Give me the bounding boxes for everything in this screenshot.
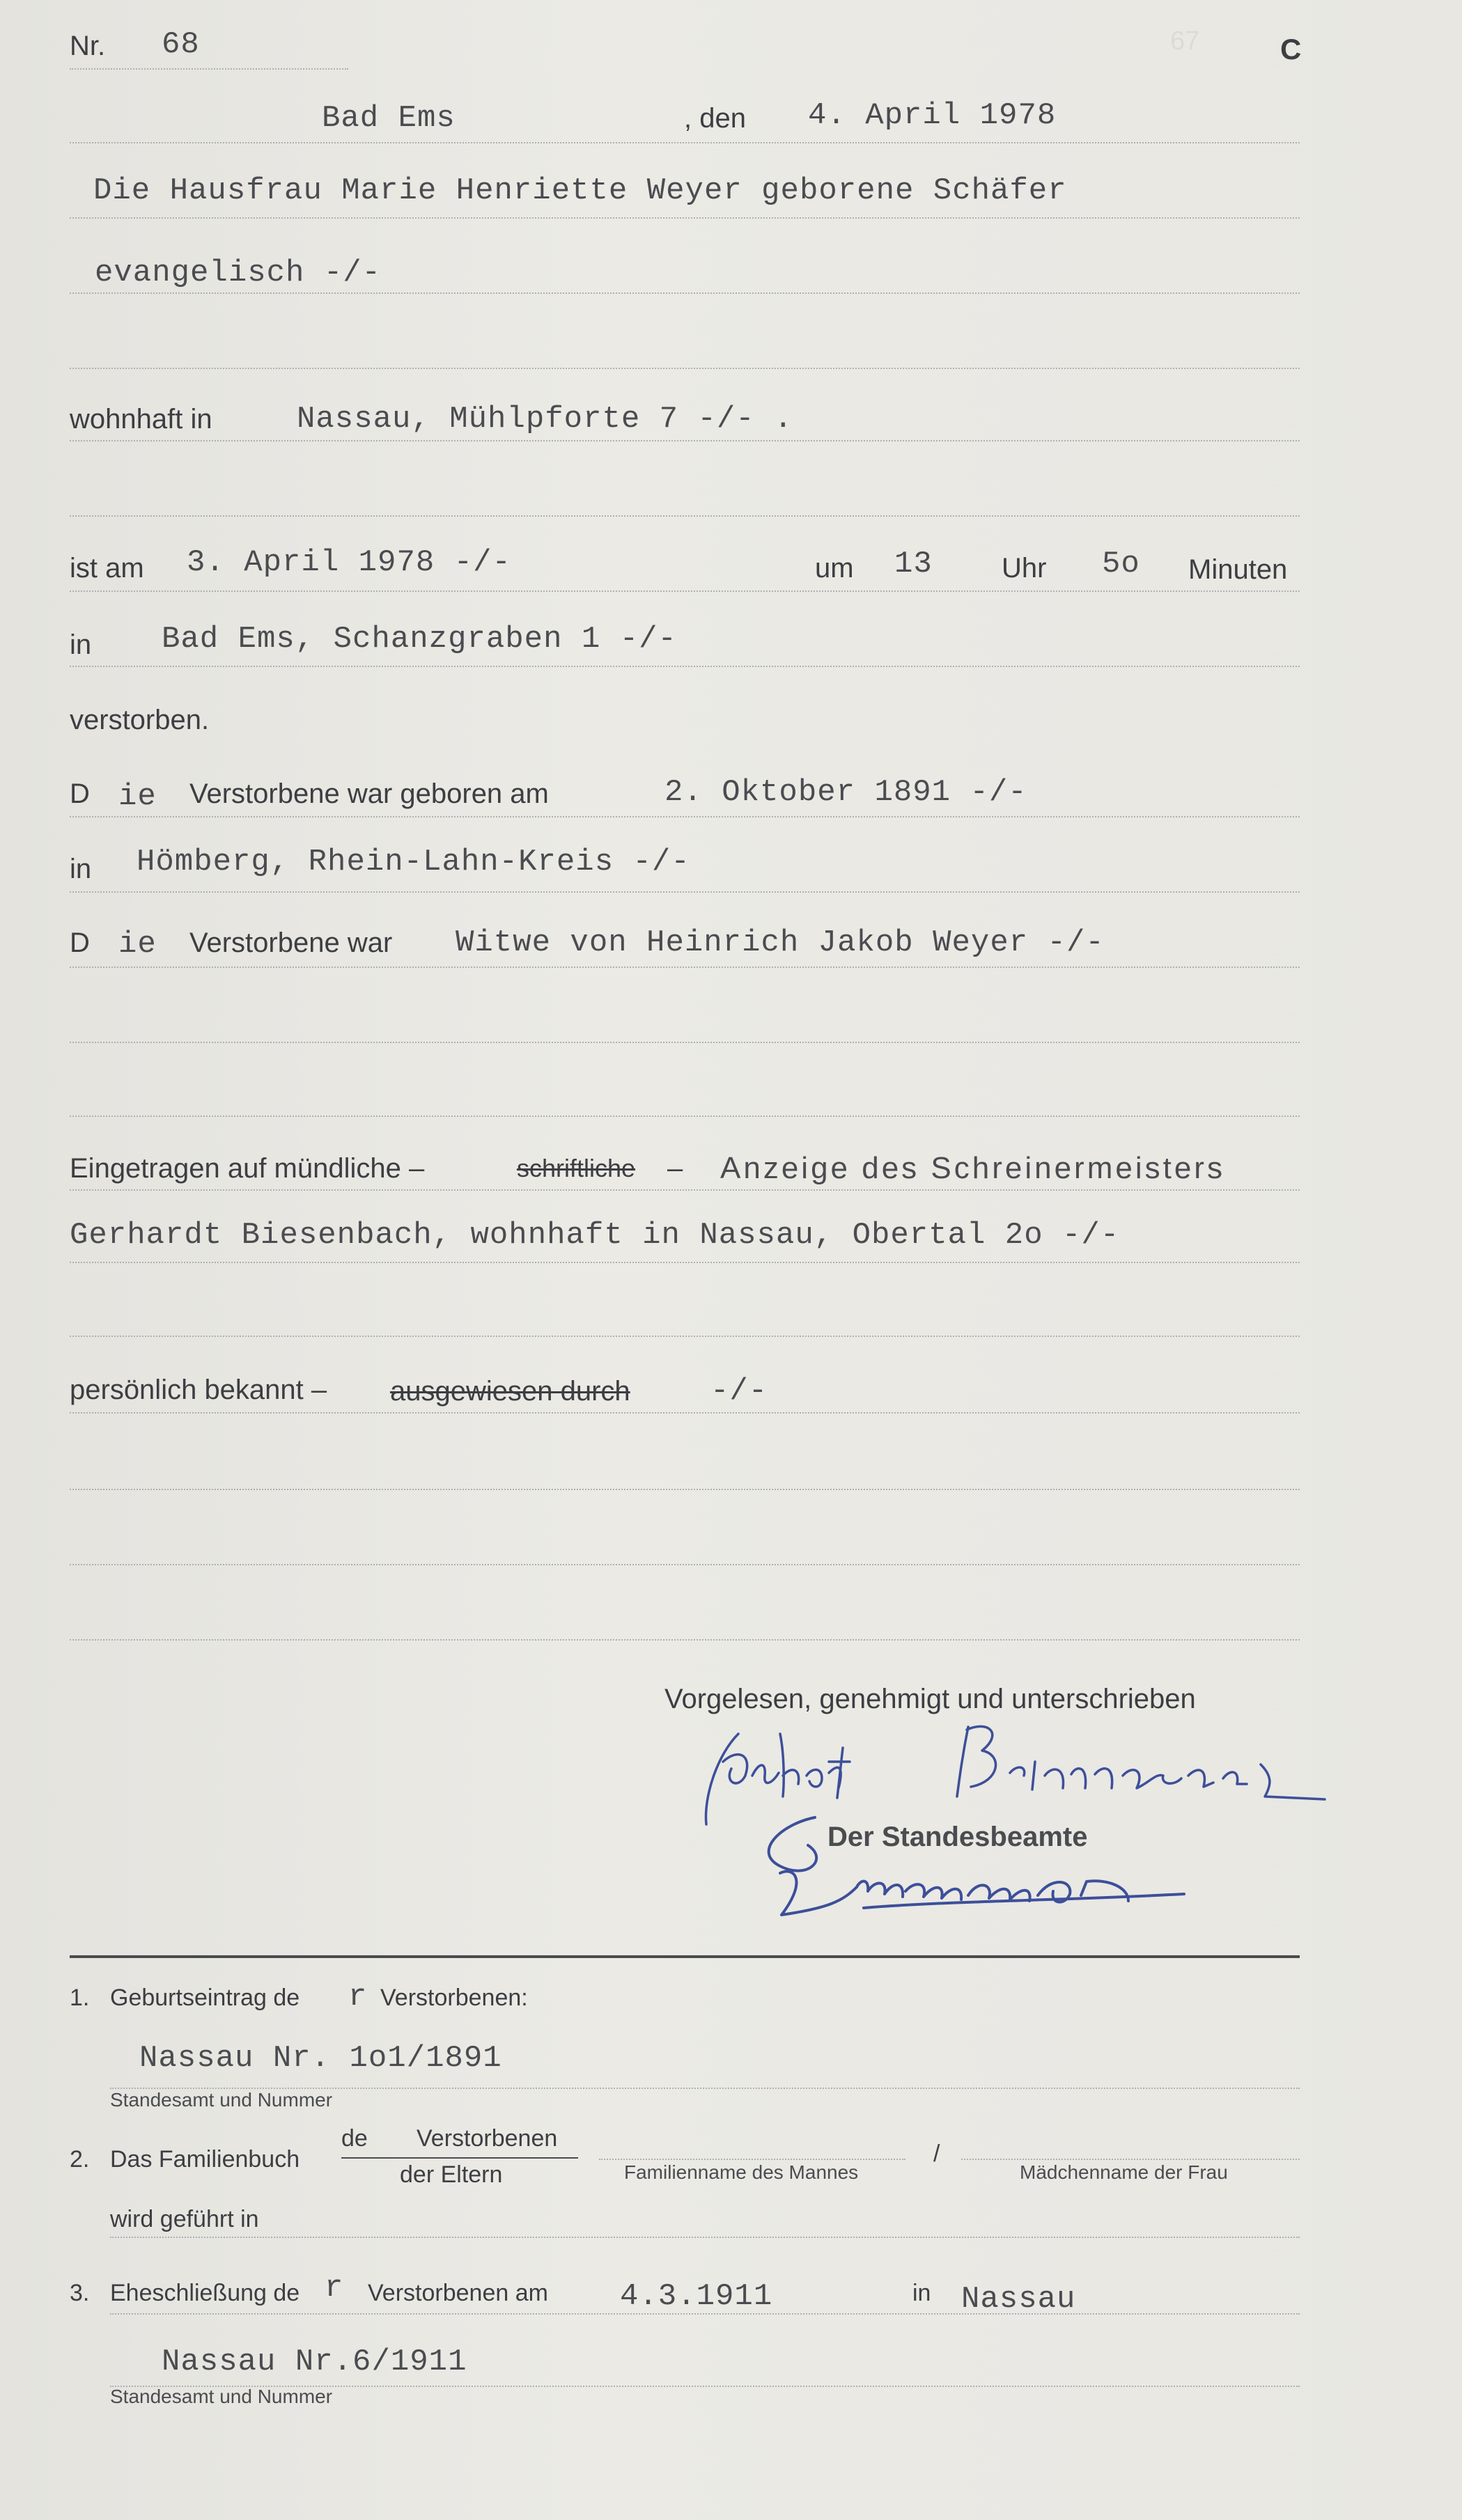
widow-label: Verstorbene war — [189, 928, 393, 958]
item3-typed: r — [325, 2271, 344, 2306]
item2-de: de — [341, 2125, 368, 2152]
item1-value: Nassau Nr. 1o1/1891 — [139, 2041, 502, 2076]
blank-rule-3 — [70, 1042, 1300, 1043]
born-label: Verstorbene war geboren am — [189, 778, 549, 809]
item1-label2: Verstorbenen: — [380, 1985, 528, 2011]
blank-rule-4 — [70, 1116, 1300, 1117]
widow-prefix: D — [70, 928, 90, 958]
name-rule — [70, 217, 1300, 219]
anzeige-value: Anzeige des Schreinermeisters — [720, 1151, 1225, 1185]
bleed-through-text: 67 — [1170, 26, 1200, 56]
death-minute: 5o — [1102, 547, 1140, 581]
born-place: Hömberg, Rhein-Lahn-Kreis -/- — [137, 845, 690, 879]
widow-value: Witwe von Heinrich Jakob Weyer -/- — [456, 925, 1105, 960]
familienname-rule — [599, 2159, 905, 2160]
blank-rule-2 — [70, 515, 1300, 517]
blank-rule-7 — [70, 1564, 1300, 1565]
nr-label: Nr. — [70, 31, 106, 61]
vorgelesen-text: Vorgelesen, genehmigt und unterschrieben — [664, 1684, 1196, 1714]
widow-rule — [70, 966, 1300, 968]
maedchenname-frau: Mädchenname der Frau — [1020, 2161, 1228, 2183]
item3-rule — [110, 2313, 1300, 2315]
corner-letter: C — [1280, 33, 1302, 65]
wohnhaft-rule — [70, 440, 1300, 441]
religion-rule — [70, 292, 1300, 294]
den-label: , den — [684, 103, 746, 134]
nr-value: 68 — [162, 27, 200, 62]
official-title: Der Standesbeamte — [827, 1822, 1088, 1852]
item2-verstorbenen: Verstorbenen — [417, 2125, 558, 2152]
maedchenname-rule — [961, 2159, 1300, 2160]
blank-rule-1 — [70, 368, 1300, 369]
item2-label: Das Familienbuch — [110, 2146, 300, 2173]
name-line: Die Hausfrau Marie Henriette Weyer geborene Schäfer — [93, 173, 1067, 208]
item3-date: 4.3.1911 — [620, 2279, 773, 2314]
religion: evangelisch -/- — [95, 256, 382, 290]
death-place: Bad Ems, Schanzgraben 1 -/- — [162, 622, 677, 657]
death-place-rule — [70, 666, 1300, 667]
widow-article: ie — [118, 927, 157, 962]
place: Bad Ems — [322, 101, 456, 136]
item3-value: Nassau Nr.6/1911 — [162, 2345, 467, 2379]
uhr-label: Uhr — [1002, 553, 1047, 584]
wird-gefuehrt: wird geführt in — [110, 2206, 259, 2232]
born-rule — [70, 816, 1300, 817]
item3-in: in — [912, 2280, 931, 2306]
verstorben-label: verstorben. — [70, 705, 210, 735]
um-label: um — [815, 553, 854, 584]
item2-eltern: der Eltern — [400, 2161, 503, 2188]
bekannt-rule — [70, 1412, 1300, 1414]
wird-gefuehrt-rule — [110, 2237, 1300, 2238]
born-in-label: in — [70, 854, 92, 884]
item3-place: Nassau — [961, 2282, 1076, 2317]
item1-typed: r — [348, 1980, 368, 2014]
eingetragen-label: Eingetragen auf mündliche – — [70, 1153, 425, 1184]
section-divider — [70, 1955, 1300, 1958]
wohnhaft-label: wohnhaft in — [70, 404, 212, 435]
header-date: 4. April 1978 — [808, 98, 1057, 133]
blank-rule-8 — [70, 1639, 1300, 1641]
eingetragen-dash: – — [667, 1153, 683, 1184]
item1-label: Geburtseintrag de — [110, 1985, 300, 2011]
death-hour: 13 — [894, 547, 933, 581]
struck-ausgewiesen: ausgewiesen durch — [390, 1376, 630, 1407]
informant-rule — [70, 1262, 1300, 1263]
item2-num: 2. — [70, 2146, 90, 2173]
informant: Gerhardt Biesenbach, wohnhaft in Nassau, Obertal 2o -/- — [70, 1218, 1120, 1253]
fraction-rule — [341, 2157, 578, 2159]
item1-num: 1. — [70, 1985, 90, 2011]
name-slash: / — [933, 2141, 940, 2167]
born-place-rule — [70, 891, 1300, 893]
bekannt-value: -/- — [710, 1374, 768, 1409]
standesamt-label2: Standesamt und Nummer — [110, 2386, 333, 2407]
minuten-label: Minuten — [1188, 554, 1288, 585]
born-article: ie — [118, 779, 157, 814]
ist-am-rule — [70, 590, 1300, 592]
item3-label: Eheschließung de — [110, 2280, 300, 2306]
born-date: 2. Oktober 1891 -/- — [664, 775, 1027, 810]
eingetragen-rule — [70, 1189, 1300, 1191]
date-line — [70, 142, 1300, 143]
nr-line — [70, 68, 348, 70]
death-date: 3. April 1978 -/- — [187, 545, 511, 580]
struck-schriftliche: schriftliche — [517, 1154, 636, 1182]
blank-rule-5 — [70, 1336, 1300, 1337]
standesamt-label: Standesamt und Nummer — [110, 2089, 333, 2111]
blank-rule-6 — [70, 1489, 1300, 1490]
born-prefix: D — [70, 778, 90, 809]
ist-am-label: ist am — [70, 553, 144, 584]
item3-num: 3. — [70, 2280, 90, 2306]
wohnhaft-value: Nassau, Mühlpforte 7 -/- . — [297, 402, 793, 437]
familienname-mann: Familienname des Mannes — [624, 2161, 859, 2183]
in-label: in — [70, 629, 92, 660]
official-signature — [738, 1803, 1198, 1936]
item3-label2: Verstorbenen am — [368, 2280, 548, 2306]
bekannt-label: persönlich bekannt – — [70, 1375, 327, 1405]
